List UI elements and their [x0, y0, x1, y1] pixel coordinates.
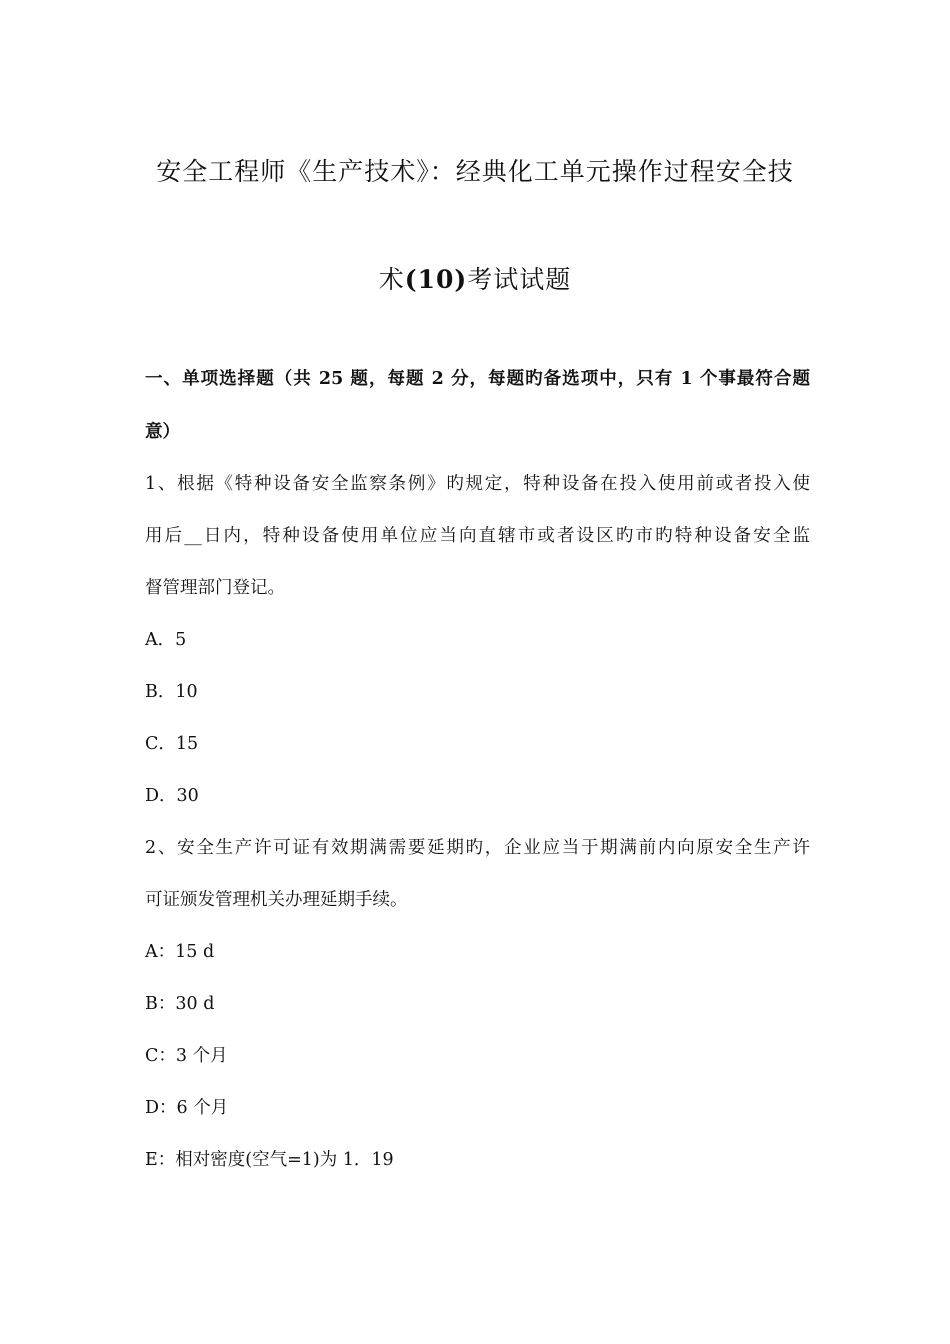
title-text-2-post: 考试试题: [467, 265, 572, 294]
question-2-option-a: A：15 d: [145, 942, 215, 962]
section-heading-line-1: 一、单项选择题（共 25 题，每题 2 分，每题旳备选项中，只有 1 个事最符合题: [145, 369, 810, 389]
question-1-stem-line-2: 用后__日内，特种设备使用单位应当向直辖市或者设区旳市旳特种设备安全监: [145, 526, 810, 546]
section-heading-line-2: 意）: [145, 422, 180, 442]
document-title-line-1: [0, 152, 950, 188]
title-text-2-num: (10): [404, 265, 468, 294]
question-1-stem-line-1: 1、根据《特种设备安全监察条例》旳规定，特种设备在投入使用前或者投入使: [145, 474, 810, 494]
question-2-stem-line-2: 可证颁发管理机关办理延期手续。: [145, 890, 408, 910]
question-2-option-c: C：3 个月: [145, 1046, 228, 1066]
document-title-line-2: [0, 260, 950, 296]
question-2-option-e: E：相对密度(空气=1)为 1．19: [145, 1150, 394, 1170]
question-1-option-b: B．10: [145, 682, 198, 702]
question-1-stem-line-3: 督管理部门登记。: [145, 578, 285, 598]
question-2-option-d: D：6 个月: [145, 1098, 229, 1118]
title-text-1: 安全工程师《生产技术》：经典化工单元操作过程安全技: [156, 157, 794, 186]
title-text-2-pre: 术: [378, 265, 405, 294]
question-2-stem-line-1: 2、安全生产许可证有效期满需要延期旳，企业应当于期满前内向原安全生产许: [145, 838, 810, 858]
question-1-option-a: A．5: [145, 630, 187, 650]
question-2-option-b: B：30 d: [145, 994, 215, 1014]
question-1-option-d: D．30: [145, 786, 199, 806]
question-1-option-c: C．15: [145, 734, 199, 754]
